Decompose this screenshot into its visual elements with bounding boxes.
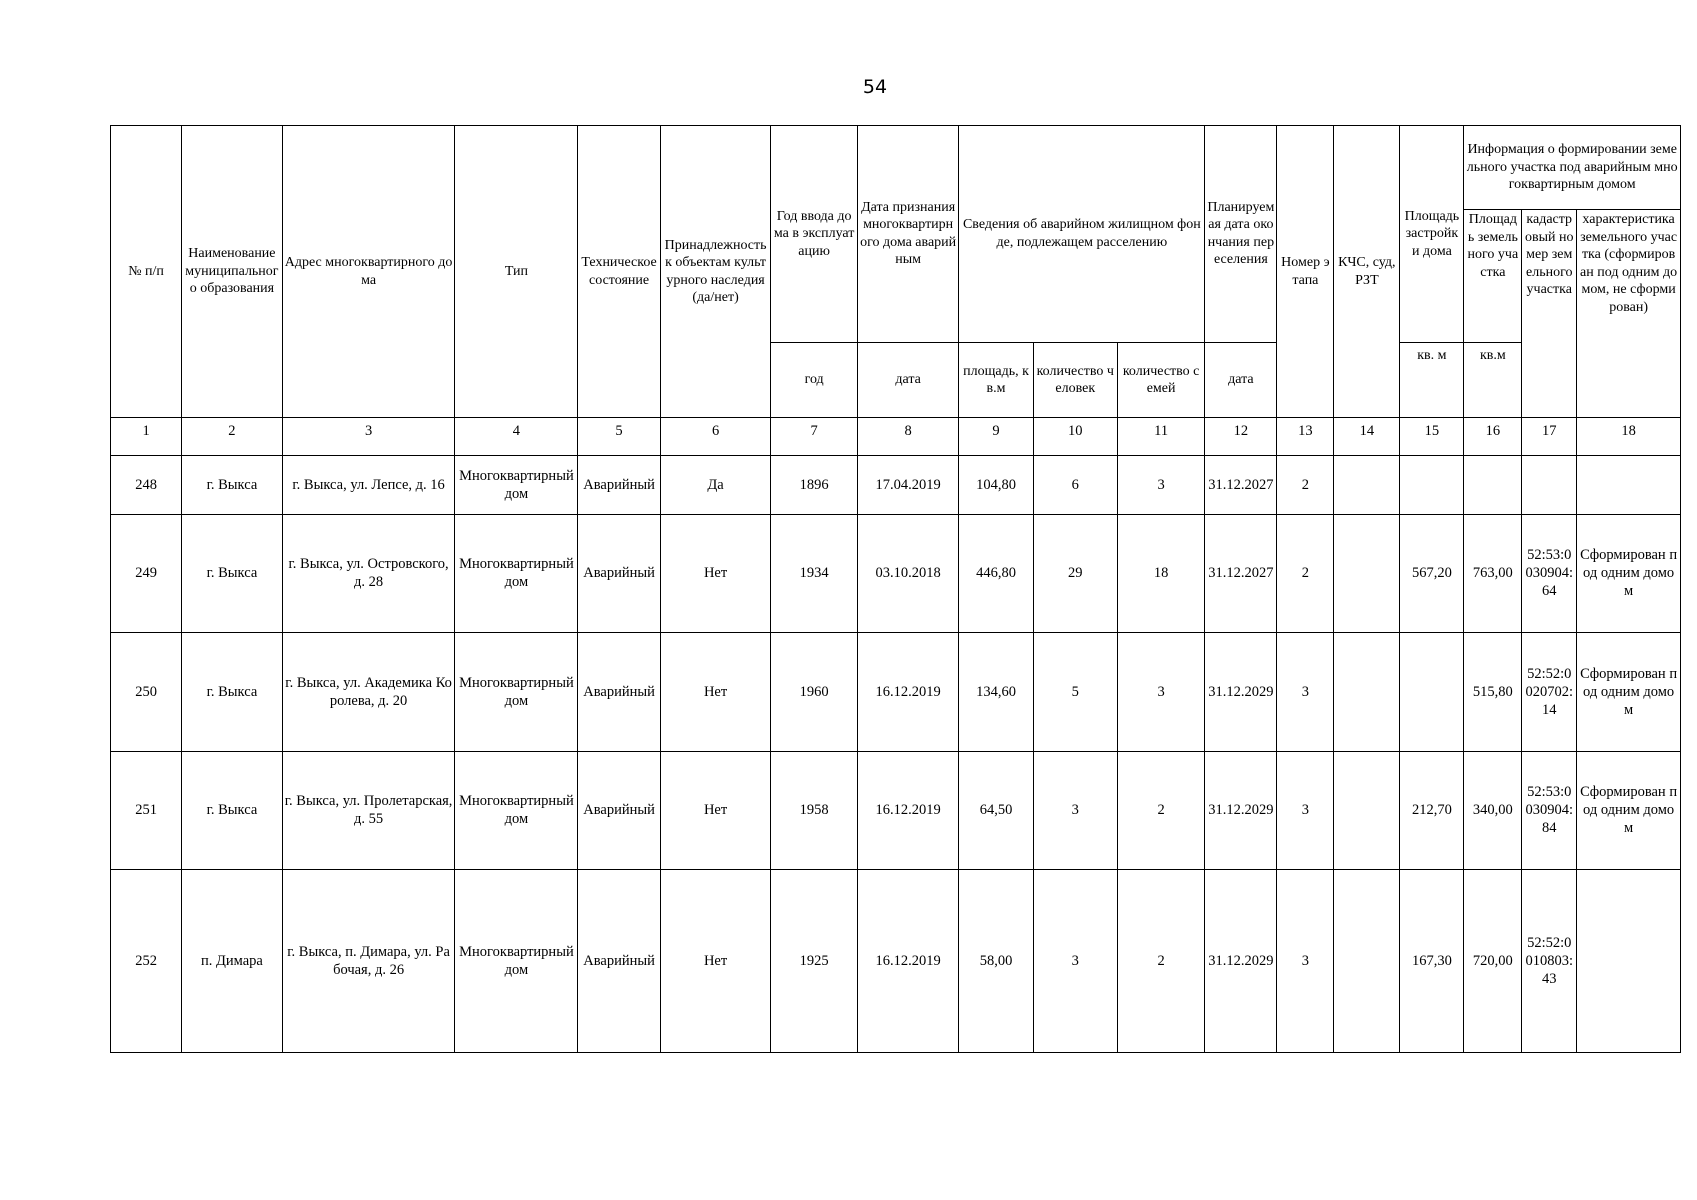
stage-number: 2 xyxy=(1277,514,1334,633)
commission-year: 1896 xyxy=(771,456,857,514)
people-count: 6 xyxy=(1033,456,1117,514)
families-count: 3 xyxy=(1117,456,1204,514)
table-row xyxy=(111,870,1681,1053)
people-count: 5 xyxy=(1033,633,1117,752)
address: г. Выкса, ул. Лепсе, д. 16 xyxy=(282,456,455,514)
cadastral-number: 52:53:0030904:64 xyxy=(1522,514,1577,633)
building-area: 212,70 xyxy=(1400,751,1464,870)
column-number: 9 xyxy=(959,418,1033,456)
land-area xyxy=(1464,456,1522,514)
address: г. Выкса, ул. Островского, д. 28 xyxy=(282,514,455,633)
row-number: 251 xyxy=(111,751,182,870)
header-municipality: Наименование муниципального образования xyxy=(182,126,283,418)
planned-date: 31.12.2027 xyxy=(1205,514,1277,633)
column-number: 16 xyxy=(1464,418,1522,456)
column-number: 8 xyxy=(857,418,959,456)
column-number: 6 xyxy=(660,418,771,456)
building-area xyxy=(1400,456,1464,514)
emergency-housing-table xyxy=(110,125,1681,1053)
land-characteristic: Сформирован под одним домом xyxy=(1577,514,1681,633)
planned-date: 31.12.2029 xyxy=(1205,633,1277,752)
header-technical-state: Техническое состояние xyxy=(578,126,660,418)
column-number: 7 xyxy=(771,418,857,456)
address: г. Выкса, ул. Пролетарская, д. 55 xyxy=(282,751,455,870)
building-area: 567,20 xyxy=(1400,514,1464,633)
header-building-area: Площадь застройки дома xyxy=(1400,126,1464,343)
cadastral-number: 52:53:0030904:84 xyxy=(1522,751,1577,870)
row-number: 252 xyxy=(111,870,182,1053)
kchs xyxy=(1334,751,1400,870)
header-address: Адрес многоквартирного дома xyxy=(282,126,455,418)
column-number: 3 xyxy=(282,418,455,456)
kchs xyxy=(1334,514,1400,633)
header-commission-year: Год ввода дома в эксплуатацию xyxy=(771,126,857,343)
technical-state: Аварийный xyxy=(578,456,660,514)
subheader-planned-date: дата xyxy=(1205,342,1277,417)
table-row xyxy=(111,633,1681,752)
building-type: Многоквартирный дом xyxy=(455,633,578,752)
people-count: 29 xyxy=(1033,514,1117,633)
table-row xyxy=(111,751,1681,870)
header-number: № п/п xyxy=(111,126,182,418)
technical-state: Аварийный xyxy=(578,870,660,1053)
kchs xyxy=(1334,456,1400,514)
cadastral-number: 52:52:0020702:14 xyxy=(1522,633,1577,752)
land-area: 515,80 xyxy=(1464,633,1522,752)
municipality: г. Выкса xyxy=(182,514,283,633)
stage-number: 3 xyxy=(1277,870,1334,1053)
cultural-heritage: Да xyxy=(660,456,771,514)
column-number: 5 xyxy=(578,418,660,456)
resettlement-area: 134,60 xyxy=(959,633,1033,752)
address: г. Выкса, п. Димара, ул. Рабочая, д. 26 xyxy=(282,870,455,1053)
header-housing-fund: Сведения об аварийном жилищном фонде, подлежащем расселению xyxy=(959,126,1205,343)
subheader-people: количество человек xyxy=(1033,342,1117,417)
commission-year: 1960 xyxy=(771,633,857,752)
column-number: 4 xyxy=(455,418,578,456)
municipality: г. Выкса xyxy=(182,456,283,514)
municipality: г. Выкса xyxy=(182,633,283,752)
row-number: 248 xyxy=(111,456,182,514)
address: г. Выкса, ул. Академика Королева, д. 20 xyxy=(282,633,455,752)
column-number: 18 xyxy=(1577,418,1681,456)
column-number: 15 xyxy=(1400,418,1464,456)
subheader-year: год xyxy=(771,342,857,417)
building-type: Многоквартирный дом xyxy=(455,751,578,870)
resettlement-area: 58,00 xyxy=(959,870,1033,1053)
building-area xyxy=(1400,633,1464,752)
header-cadastral-number: кадастровый номер земельного участка xyxy=(1522,210,1577,418)
recognition-date: 16.12.2019 xyxy=(857,633,959,752)
commission-year: 1934 xyxy=(771,514,857,633)
land-area: 720,00 xyxy=(1464,870,1522,1053)
row-number: 249 xyxy=(111,514,182,633)
column-number-row xyxy=(111,418,1681,456)
cadastral-number: 52:52:0010803:43 xyxy=(1522,870,1577,1053)
subheader-land-unit: кв.м xyxy=(1464,342,1522,417)
table-row xyxy=(111,514,1681,633)
resettlement-area: 446,80 xyxy=(959,514,1033,633)
cultural-heritage: Нет xyxy=(660,870,771,1053)
technical-state: Аварийный xyxy=(578,633,660,752)
header-planned-date: Планируемая дата окончания переселения xyxy=(1205,126,1277,343)
column-number: 11 xyxy=(1117,418,1204,456)
header-land-area: Площадь земельного участка xyxy=(1464,210,1522,343)
column-number: 1 xyxy=(111,418,182,456)
cultural-heritage: Нет xyxy=(660,751,771,870)
kchs xyxy=(1334,870,1400,1053)
planned-date: 31.12.2029 xyxy=(1205,870,1277,1053)
building-type: Многоквартирный дом xyxy=(455,456,578,514)
subheader-families: количество семей xyxy=(1117,342,1204,417)
table-row xyxy=(111,456,1681,514)
column-number: 14 xyxy=(1334,418,1400,456)
planned-date: 31.12.2027 xyxy=(1205,456,1277,514)
land-area: 340,00 xyxy=(1464,751,1522,870)
recognition-date: 16.12.2019 xyxy=(857,870,959,1053)
column-number: 17 xyxy=(1522,418,1577,456)
building-area: 167,30 xyxy=(1400,870,1464,1053)
municipality: п. Димара xyxy=(182,870,283,1053)
land-characteristic: Сформирован под одним домом xyxy=(1577,633,1681,752)
header-land-characteristic: характеристика земельного участка (сформирован под одним домом, не сформирован) xyxy=(1577,210,1681,418)
families-count: 2 xyxy=(1117,870,1204,1053)
technical-state: Аварийный xyxy=(578,514,660,633)
header-recognition-date: Дата признания многоквартирного дома аварийным xyxy=(857,126,959,343)
subheader-area: площадь, кв.м xyxy=(959,342,1033,417)
header-cultural-heritage: Принадлежность к объектам культурного наследия (да/нет) xyxy=(660,126,771,418)
families-count: 3 xyxy=(1117,633,1204,752)
stage-number: 2 xyxy=(1277,456,1334,514)
header-type: Тип xyxy=(455,126,578,418)
cultural-heritage: Нет xyxy=(660,633,771,752)
technical-state: Аварийный xyxy=(578,751,660,870)
column-number: 2 xyxy=(182,418,283,456)
recognition-date: 03.10.2018 xyxy=(857,514,959,633)
families-count: 18 xyxy=(1117,514,1204,633)
municipality: г. Выкса xyxy=(182,751,283,870)
land-characteristic xyxy=(1577,456,1681,514)
commission-year: 1925 xyxy=(771,870,857,1053)
header-land-info: Информация о формировании земельного участка под аварийным многоквартирным домом xyxy=(1464,126,1681,210)
commission-year: 1958 xyxy=(771,751,857,870)
page-number: 54 xyxy=(862,76,888,98)
kchs xyxy=(1334,633,1400,752)
building-type: Многоквартирный дом xyxy=(455,514,578,633)
stage-number: 3 xyxy=(1277,751,1334,870)
planned-date: 31.12.2029 xyxy=(1205,751,1277,870)
stage-number: 3 xyxy=(1277,633,1334,752)
cadastral-number xyxy=(1522,456,1577,514)
row-number: 250 xyxy=(111,633,182,752)
column-number: 12 xyxy=(1205,418,1277,456)
land-characteristic: Сформирован под одним домом xyxy=(1577,751,1681,870)
header-stage-number: Номер этапа xyxy=(1277,126,1334,418)
recognition-date: 16.12.2019 xyxy=(857,751,959,870)
header-kchs: КЧС, суд, РЗТ xyxy=(1334,126,1400,418)
recognition-date: 17.04.2019 xyxy=(857,456,959,514)
subheader-date: дата xyxy=(857,342,959,417)
column-number: 13 xyxy=(1277,418,1334,456)
building-type: Многоквартирный дом xyxy=(455,870,578,1053)
people-count: 3 xyxy=(1033,751,1117,870)
land-characteristic xyxy=(1577,870,1681,1053)
resettlement-area: 104,80 xyxy=(959,456,1033,514)
land-area: 763,00 xyxy=(1464,514,1522,633)
subheader-building-unit: кв. м xyxy=(1400,342,1464,417)
people-count: 3 xyxy=(1033,870,1117,1053)
cultural-heritage: Нет xyxy=(660,514,771,633)
resettlement-area: 64,50 xyxy=(959,751,1033,870)
column-number: 10 xyxy=(1033,418,1117,456)
families-count: 2 xyxy=(1117,751,1204,870)
